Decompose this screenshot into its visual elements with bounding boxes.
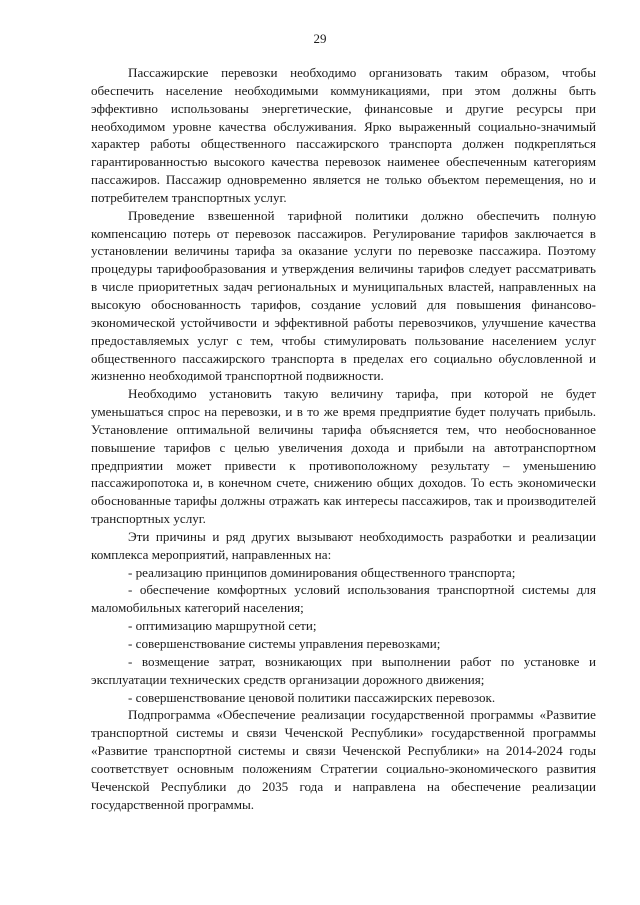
paragraph-measures-intro: Эти причины и ряд других вызывают необходимость разработки и реализации комплекса мероприятий, направленных на: xyxy=(91,528,596,562)
list-item: - обеспечение комфортных условий использования транспортной системы для маломобильных категорий населения; xyxy=(91,582,596,616)
list-item: - реализацию принципов доминирования общественного транспорта; xyxy=(128,564,516,580)
paragraph-passenger-transport: Пассажирские перевозки необходимо организовать таким образом, чтобы обеспечить население необходимыми коммуникациями, при этом должны быть эффективно использованы энергетические, финансовые и другие ресурсы при необходимом уровне качества обслуживания. Ярко выраженный социально-значимый характер работы общественного пассажирского транспорта должен подкрепляться гарантированностью высокого качества перевозок наименее обеспеченным категориям пассажиров. Пассажир одновременно является не только объектом перемещения, но и потребителем транспортных услуг. xyxy=(91,65,596,205)
paragraph-tariff-value: Необходимо установить такую величину тарифа, при которой не будет уменьшаться спрос на перевозки, и в то же время предприятие будет получать прибыль. Установление оптимальной величины тарифа объясняется тем, что необоснованное повышение тарифов с целью увеличения дохода и прибыли на автотранспортном предприятии может привести к противоположному результату – уменьшению пассажиропотока и, в конечном счете, снижению общих доходов. То есть экономически обоснованные тарифы должны отражать как интересы пассажиров, так и производителей транспортных услуг. xyxy=(91,386,596,527)
paragraph-subprogram: Подпрограмма «Обеспечение реализации государственной программы «Развитие транспортной системы и связи Чеченской Республики» государственной программы «Развитие транспортной системы и связи Чеченской Республики» на 2014-2024 годы соответствует основным положениям Стратегии социально-экономического развития Чеченской Республики до 2035 года и направлена на обеспечение реализации государственной программы. xyxy=(91,707,596,812)
list-item: - совершенствование системы управления перевозками; xyxy=(128,636,441,651)
paragraph-tariff-policy: Проведение взвешенной тарифной политики должно обеспечить полную компенсацию потерь от перевозок пассажиров. Регулирование тарифов заключается в установлении величины тарифа за оказание услуги по перевозке пассажира. Поэтому процедуры тарифообразования и утверждения величины тарифов следует рассматривать в числе приоритетных задач региональных и муниципальных властей, направленных на высокую обоснованность тарифов, создание условий для повышения финансово-экономической устойчивости и эффективной работы перевозчиков, улучшение качества предоставляемых услуг с тем, чтобы стимулировать пользование населением услуг общественного пассажирского транспорта в пределах его социально обусловленной и жизненно необходимой транспортной подвижности. xyxy=(91,207,596,384)
list-item: - оптимизацию маршрутной сети; xyxy=(128,618,317,634)
document-body xyxy=(91,64,596,813)
list-item: - совершенствование ценовой политики пассажирских перевозок. xyxy=(128,689,496,705)
list-item: - возмещение затрат, возникающих при выполнении работ по установке и эксплуатации технических средств организации дорожного движения; xyxy=(91,653,596,687)
page-number: 29 xyxy=(313,31,327,46)
